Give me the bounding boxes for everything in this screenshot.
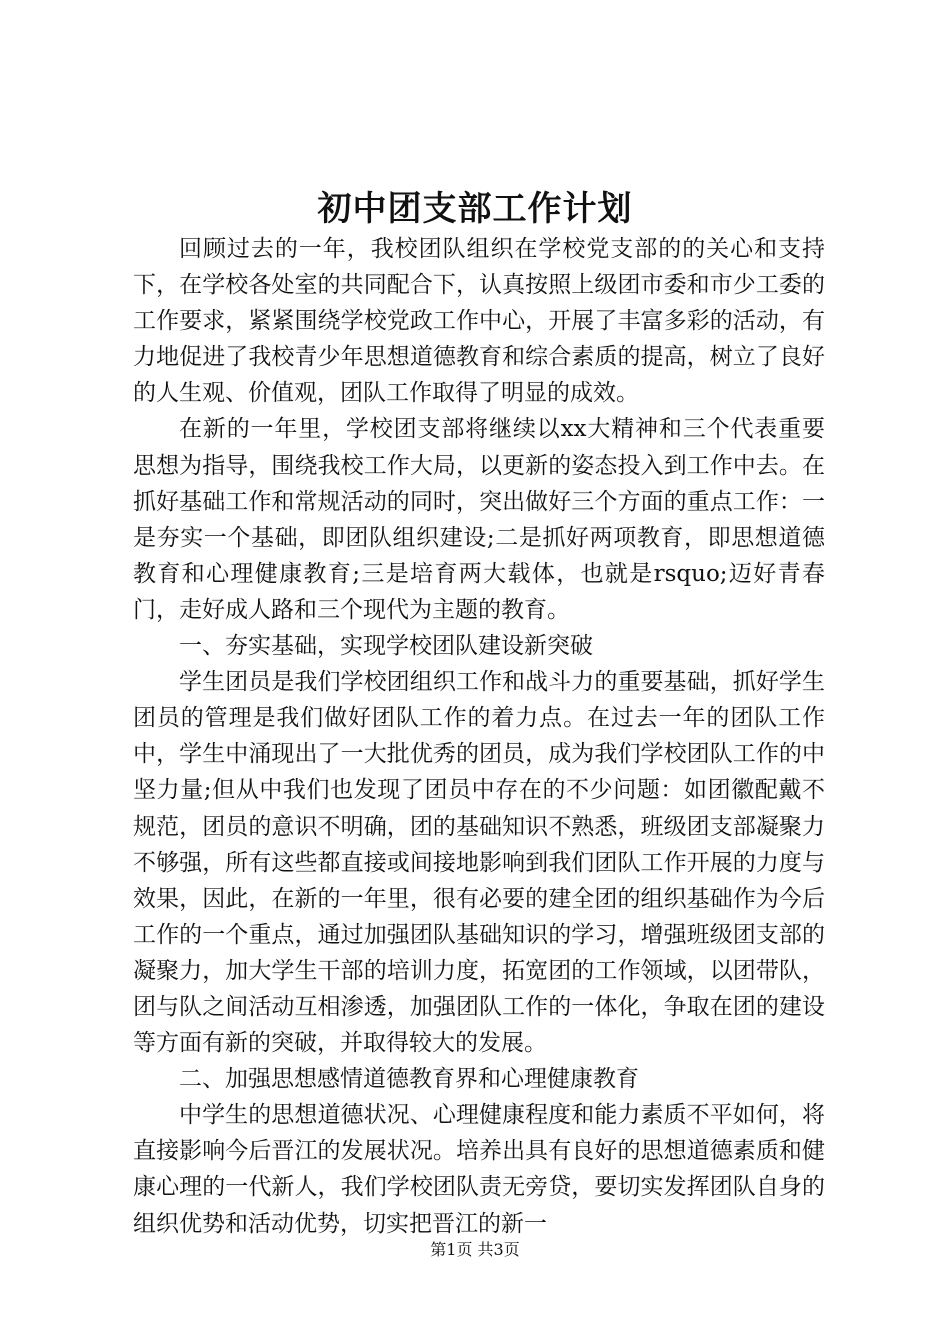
- section-heading-2: 二、加强思想感情道德教育界和心理健康教育: [179, 1066, 639, 1093]
- page-number-footer: 第1页 共3页: [430, 1240, 520, 1259]
- section-heading-1: 一、夯实基础，实现学校团队建设新突破: [179, 633, 593, 660]
- document-title: 初中团支部工作计划: [317, 189, 633, 229]
- document-body: [133, 231, 825, 1242]
- paragraph-section-1: 学生团员是我们学校团组织工作和战斗力的重要基础，抓好学生团员的管理是我们做好团队工作的着力点。在过去一年的团队工作中，学生中涌现出了一大批优秀的团员，成为我们学校团队工作的中坚力量;但从中我们也发现了团员中存在的不少问题：如团徽配戴不规范，团员的意识不明确，团的基础知识不熟悉，班级团支部凝聚力不够强，所有这些都直接或间接地影响到我们团队工作开展的力度与效果，因此，在新的一年里，很有必要的建全团的组织基础作为今后工作的一个重点，通过加强团队基础知识的学习，增强班级团支部的凝聚力，加大学生干部的培训力度，拓宽团的工作领域，以团带队，团与队之间活动互相渗透，加强团队工作的一体化，争取在团的建设等方面有新的突破，并取得较大的发展。: [133, 669, 825, 1057]
- paragraph-review: 回顾过去的一年，我校团队组织在学校党支部的的关心和支持下，在学校各处室的共同配合下，认真按照上级团市委和市少工委的工作要求，紧紧围绕学校党政工作中心，开展了丰富多彩的活动，有力地促进了我校青少年思想道德教育和综合素质的提高，树立了良好的人生观、价值观，团队工作取得了明显的成效。: [133, 236, 825, 407]
- paragraph-section-2: 中学生的思想道德状况、心理健康程度和能力素质不平如何，将直接影响今后晋江的发展状况。培养出具有良好的思想道德素质和健康心理的一代新人，我们学校团队责无旁贷，要切实发挥团队自身的组织优势和活动优势，切实把晋江的新一: [133, 1102, 825, 1237]
- paragraph-new-year-plan: 在新的一年里，学校团支部将继续以xx大精神和三个代表重要思想为指导，围绕我校工作大局，以更新的姿态投入到工作中去。在抓好基础工作和常规活动的同时，突出做好三个方面的重点工作：一是夯实一个基础，即团队组织建设;二是抓好两项教育，即思想道德教育和心理健康教育;三是培育两大载体，也就是rsquo;迈好青春门，走好成人路和三个现代为主题的教育。: [133, 416, 825, 623]
